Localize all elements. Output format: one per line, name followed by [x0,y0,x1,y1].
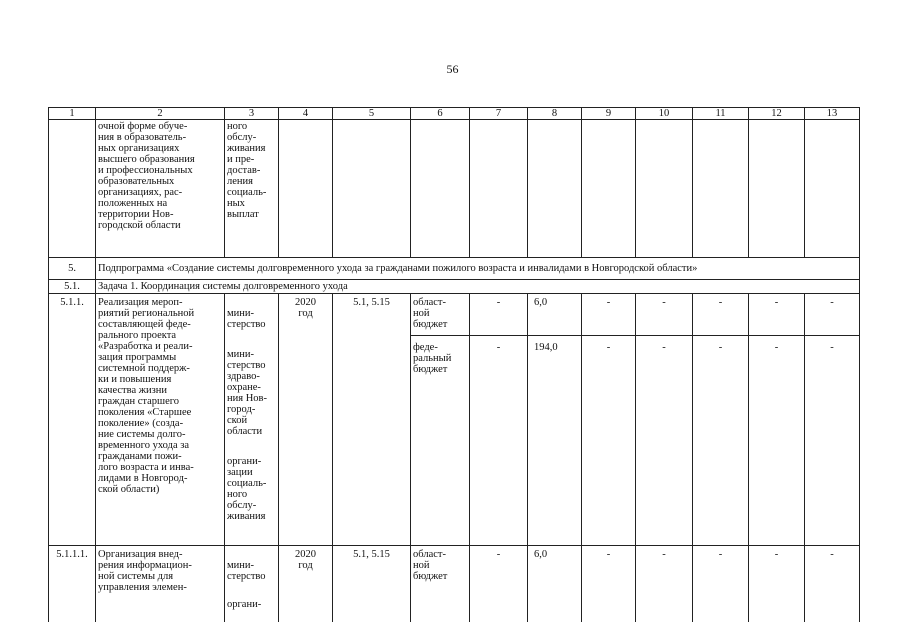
value-c8: 194,0 [528,336,582,546]
row-number: 5.1.1. [49,294,96,546]
value-c10: - [636,294,693,336]
value-c11: - [693,546,749,623]
value-c7: - [470,294,528,336]
funding-source: феде- ральный бюджет [411,336,470,546]
subprogram-number: 5. [49,258,96,280]
task-title: Задача 1. Координация системы долговременного ухода [96,280,860,294]
col-header-1: 1 [49,108,96,120]
executor-1: мини- стерство [227,308,266,330]
value-c13: - [805,546,860,623]
executor-1: мини- стерство [227,560,266,582]
executor-3: органи- зации социаль- ного обслу- живания [227,456,267,522]
continued-row [49,120,860,258]
value-c8: 6,0 [528,546,582,623]
col-header-4: 4 [279,108,333,120]
task-number: 5.1. [49,280,96,294]
executor-2: мини- стерство здраво- охране- ния Нов- город- ской области [227,349,267,437]
column-number-row [49,108,860,120]
col-header-11: 11 [693,108,749,120]
col-header-8: 8 [528,108,582,120]
value-c7: - [470,546,528,623]
value-c8: 6,0 [528,294,582,336]
continued-executor: ного обслу- живания и пре- достав- ления социаль- ных выплат [225,120,279,258]
executor-cell [225,294,279,546]
value-c9: - [582,294,636,336]
value-c13: - [805,294,860,336]
value-c9: - [582,546,636,623]
value-c7: - [470,336,528,546]
table-row-5-1-1-a [49,294,860,336]
col-header-7: 7 [470,108,528,120]
col-header-12: 12 [749,108,805,120]
page-number: 56 [446,62,459,76]
value-c9: - [582,336,636,546]
task-row [49,280,860,294]
year-cell: 2020 год [279,294,333,546]
subprogram-row [49,258,860,280]
value-c13: - [805,336,860,546]
subprogram-title: Подпрограмма «Создание системы долговременного ухода за гражданами пожилого возраста и инвалидами в Новгородской области» [96,258,860,280]
value-c10: - [636,336,693,546]
value-c12: - [749,546,805,623]
value-c11: - [693,336,749,546]
event-description: Организация внед- рения информацион- ной системы для управления элемен- [96,546,225,623]
executor-cell [225,546,279,623]
program-table [48,107,860,622]
funding-source: област- ной бюджет [411,294,470,336]
continued-description: очной форме обуче- ния в образователь- ных организациях высшего образования и профессиональных образовательных организациях, рас- положенных на территории Нов- городской области [96,120,225,258]
col-header-10: 10 [636,108,693,120]
event-description: Реализация мероп- риятий региональной составляющей феде- рального проекта «Разработка и реали- зация программы системной поддерж- ки и повышения качества жизни граждан старшего поколения «Старшее поколение» (созда- ние системы долго- временного ухода за гражданами пожи- лого возраста и инва- лидами в Новгород- ской области) [96,294,225,546]
col-header-9: 9 [582,108,636,120]
targets-cell: 5.1, 5.15 [333,294,411,546]
funding-source: област- ной бюджет [411,546,470,623]
col-header-5: 5 [333,108,411,120]
targets-cell: 5.1, 5.15 [333,546,411,623]
col-header-2: 2 [96,108,225,120]
year-cell: 2020 год [279,546,333,623]
col-header-13: 13 [805,108,860,120]
value-c11: - [693,294,749,336]
col-header-6: 6 [411,108,470,120]
row-number: 5.1.1.1. [49,546,96,623]
value-c12: - [749,294,805,336]
table-row-5-1-1-1 [49,546,860,623]
value-c12: - [749,336,805,546]
value-c10: - [636,546,693,623]
executor-2: органи- [227,599,262,610]
col-header-3: 3 [225,108,279,120]
